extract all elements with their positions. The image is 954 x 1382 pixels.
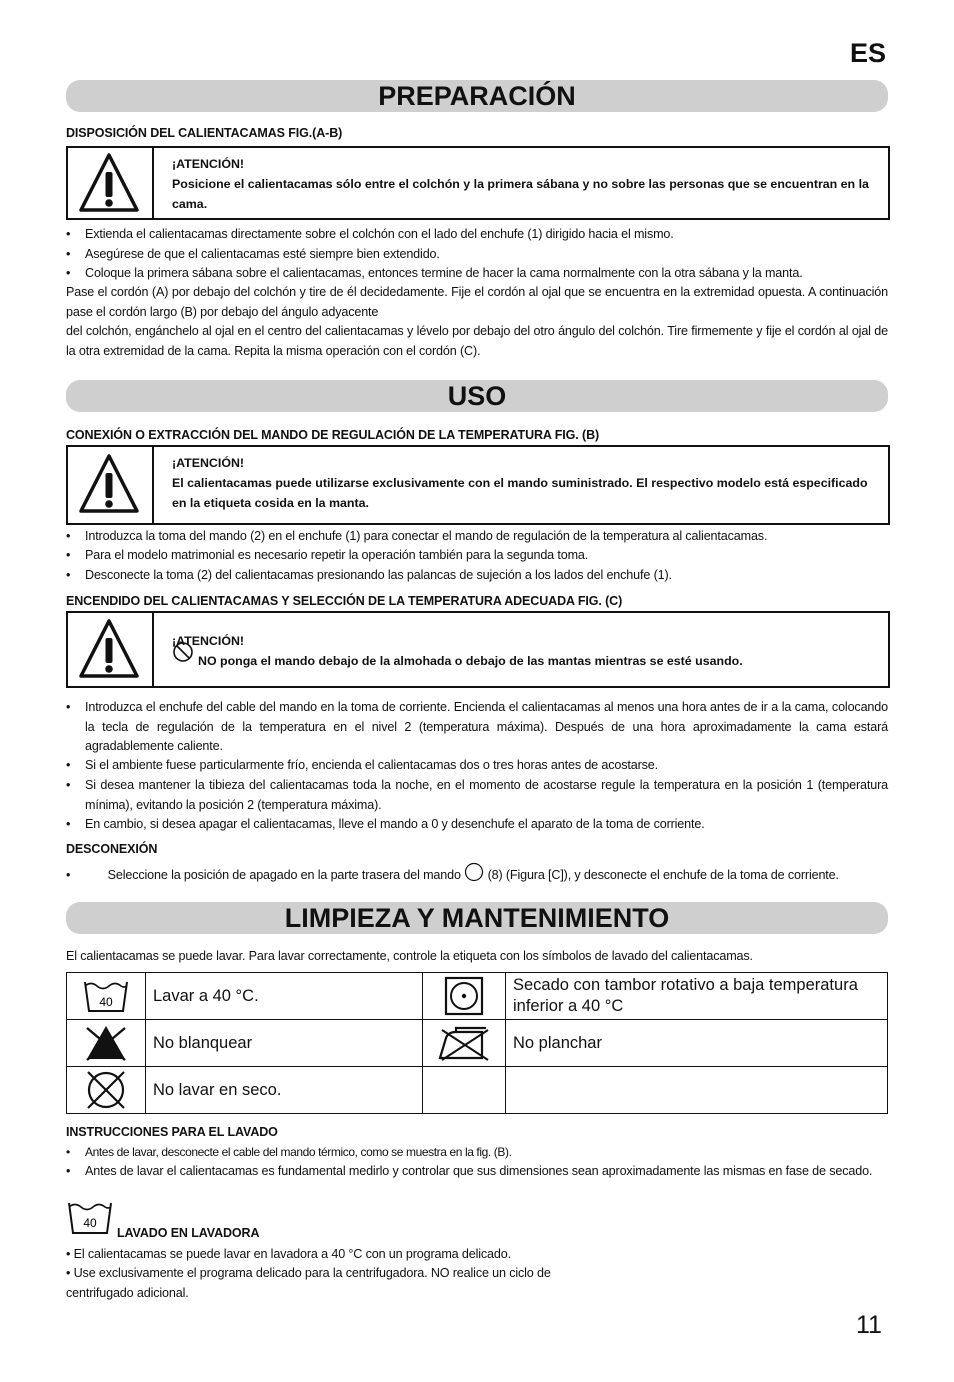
warning-heading: ¡ATENCIÓN! xyxy=(172,157,245,171)
list-item: • Antes de lavar, desconecte el cable del mando térmico, como se muestra en la fig. (B). xyxy=(66,1143,888,1163)
subtitle-conexion: CONEXIÓN O EXTRACCIÓN DEL MANDO DE REGULACIÓN DE LA TEMPERATURA FIG. (B) xyxy=(66,428,600,442)
table-cell xyxy=(423,973,506,1020)
warning-text-1 xyxy=(172,154,878,214)
paragraph-cordon-1: Pase el cordón (A) por debajo del colchón y tire de él decidedamente. Fije el cordón al ojal que se encuentra en la extremidad opuesta. A continuación pase el cordón largo (B) por debajo del ángulo adyacente xyxy=(66,285,888,319)
table-cell: Lavar a 40 °C. xyxy=(146,973,423,1020)
list-item: • En cambio, si desea apagar el calientacamas, lleve el mando a 0 y desenchufe el aparato de la toma de corriente. xyxy=(66,815,888,835)
table-cell xyxy=(67,1067,146,1114)
warning-heading: ¡ATENCIÓN! xyxy=(172,456,245,470)
list-item: • Si el ambiente fuese particularmente frío, encienda el calientacamas dos o tres horas antes de acostarse. xyxy=(66,756,888,776)
table-row xyxy=(67,1020,888,1067)
list-item: • Asegúrese de que el calientacamas esté siempre bien extendido. xyxy=(66,245,888,265)
section-title-limpieza: LIMPIEZA Y MANTENIMIENTO xyxy=(66,902,888,934)
warning-box-2 xyxy=(66,445,890,525)
machine-wash-40-icon xyxy=(66,1200,114,1236)
warning-box-3 xyxy=(66,611,890,688)
table-cell: Secado con tambor rotativo a baja temperatura inferior a 40 °C xyxy=(506,973,888,1020)
table-cell xyxy=(67,973,146,1020)
care-symbols-table xyxy=(66,972,888,1114)
warning-icon-cell xyxy=(68,148,154,218)
list-item: • Desconecte la toma (2) del calientacamas presionando las palancas de sujeción a los lados del enchufe (1). xyxy=(66,566,888,586)
machine-wash-line: • Use exclusivamente el programa delicado para la centrifugadora. NO realice un ciclo de xyxy=(66,1266,551,1280)
tumble-dry-low-icon xyxy=(443,975,485,1017)
no-iron-icon xyxy=(434,1024,494,1062)
list-item: • Si desea mantener la tibieza del calientacamas toda la noche, en el momento de acostarse regule la temperatura en la posición 1 (temperatura mínima), evitando la posición 2 (temperatura máxima). xyxy=(66,776,888,815)
paragraph-cordon-2: del colchón, engánchelo al ojal en el centro del calientacamas y lévelo por debajo del otro ángulo del colchón. Tire firmemente y fije el cordón al ojal de la otra extremidad de la cama. Repita la misma operación con el cordón (C). xyxy=(66,324,888,358)
table-row xyxy=(67,1067,888,1114)
subtitle-instrucciones: INSTRUCCIONES PARA EL LAVADO xyxy=(66,1125,278,1139)
warning-icon-cell xyxy=(68,447,154,523)
warning-triangle-icon xyxy=(78,152,140,214)
warning-heading: ¡ATENCIÓN! xyxy=(172,634,245,648)
subtitle-desconexion: DESCONEXIÓN xyxy=(66,842,158,856)
disconnect-line xyxy=(66,862,888,886)
warning-body: Posicione el calientacamas sólo entre el colchón y la primera sábana y no sobre las personas que se encuentran en la cama. xyxy=(172,177,869,211)
warning-text-2 xyxy=(172,453,878,513)
warning-icon-cell xyxy=(68,613,154,686)
page-number: 11 xyxy=(856,1311,882,1339)
warning-triangle-icon xyxy=(78,453,140,515)
disconnect-text-b: (8) (Figura [C]), y desconecte el enchufe de la toma de corriente. xyxy=(487,868,839,882)
warning-triangle-icon xyxy=(78,618,140,680)
warning-box-1 xyxy=(66,146,890,220)
no-bleach-icon xyxy=(83,1023,129,1063)
table-cell: No planchar xyxy=(506,1020,888,1067)
warning-body: El calientacamas puede utilizarse exclusivamente con el mando suministrado. El respectivo modelo está especificado en la etiqueta cosida en la manta. xyxy=(172,476,868,510)
bullet: • xyxy=(66,868,71,882)
subtitle-encendido: ENCENDIDO DEL CALIENTACAMAS Y SELECCIÓN DE LA TEMPERATURA ADECUADA FIG. (C) xyxy=(66,594,623,608)
list-item: • Antes de lavar el calientacamas es fundamental medirlo y controlar que sus dimensiones sean aproximadamente las mismas en fase de secado. xyxy=(66,1162,888,1182)
table-cell: No blanquear xyxy=(146,1020,423,1067)
table-row xyxy=(67,973,888,1020)
no-dry-clean-icon xyxy=(83,1069,129,1111)
table-cell: No lavar en seco. xyxy=(146,1067,423,1114)
wash-40-icon xyxy=(81,978,131,1014)
machine-wash-line: • El calientacamas se puede lavar en lavadora a 40 °C con un programa delicado. xyxy=(66,1247,511,1261)
section-title-uso: USO xyxy=(66,380,888,412)
table-cell xyxy=(423,1020,506,1067)
warning-text-3 xyxy=(172,631,878,671)
language-code: ES xyxy=(850,38,887,68)
table-cell xyxy=(506,1067,888,1114)
machine-wash-line: centrifugado adicional. xyxy=(66,1286,189,1300)
list-item: • Para el modelo matrimonial es necesario repetir la operación también para la segunda toma. xyxy=(66,546,888,566)
svg-text:40: 40 xyxy=(83,1216,97,1230)
list-item: • Introduzca la toma del mando (2) en el enchufe (1) para conectar el mando de regulación de la temperatura al calientacamas. xyxy=(66,527,888,547)
table-cell xyxy=(67,1020,146,1067)
disconnect-text-a: Seleccione la posición de apagado en la parte trasera del mando xyxy=(107,868,461,882)
off-position-circle-icon xyxy=(464,862,484,882)
warning-body: NO ponga el mando debajo de la almohada o debajo de las mantas mientras se esté usando. xyxy=(198,654,743,668)
table-cell xyxy=(423,1067,506,1114)
paragraph-intro-lavado: El calientacamas se puede lavar. Para lavar correctamente, controle la etiqueta con los símbolos de lavado del calientacamas. xyxy=(66,949,753,963)
list-item: • Extienda el calientacamas directamente sobre el colchón con el lado del enchufe (1) dirigido hacia el mismo. xyxy=(66,225,888,245)
svg-text:40: 40 xyxy=(99,995,113,1009)
warning-body-row xyxy=(172,651,878,671)
prohibited-icon xyxy=(172,641,194,663)
list-item: • Coloque la primera sábana sobre el calientacamas, entonces termine de hacer la cama normalmente con la otra sábana y la manta. xyxy=(66,264,888,284)
subtitle-disposicion: DISPOSICIÓN DEL CALIENTACAMAS FIG.(A-B) xyxy=(66,126,343,140)
subtitle-lavado-lavadora: LAVADO EN LAVADORA xyxy=(117,1226,260,1240)
list-item: • Introduzca el enchufe del cable del mando en la toma de corriente. Encienda el calientacamas al menos una hora antes de ir a la cama, colocando la tecla de regulación de la temperatura en el nivel 2 (temperatura máxima). Después de una hora aproximadamente la cama estará agradablemente caliente. xyxy=(66,698,888,757)
section-title-preparacion: PREPARACIÓN xyxy=(66,80,888,112)
